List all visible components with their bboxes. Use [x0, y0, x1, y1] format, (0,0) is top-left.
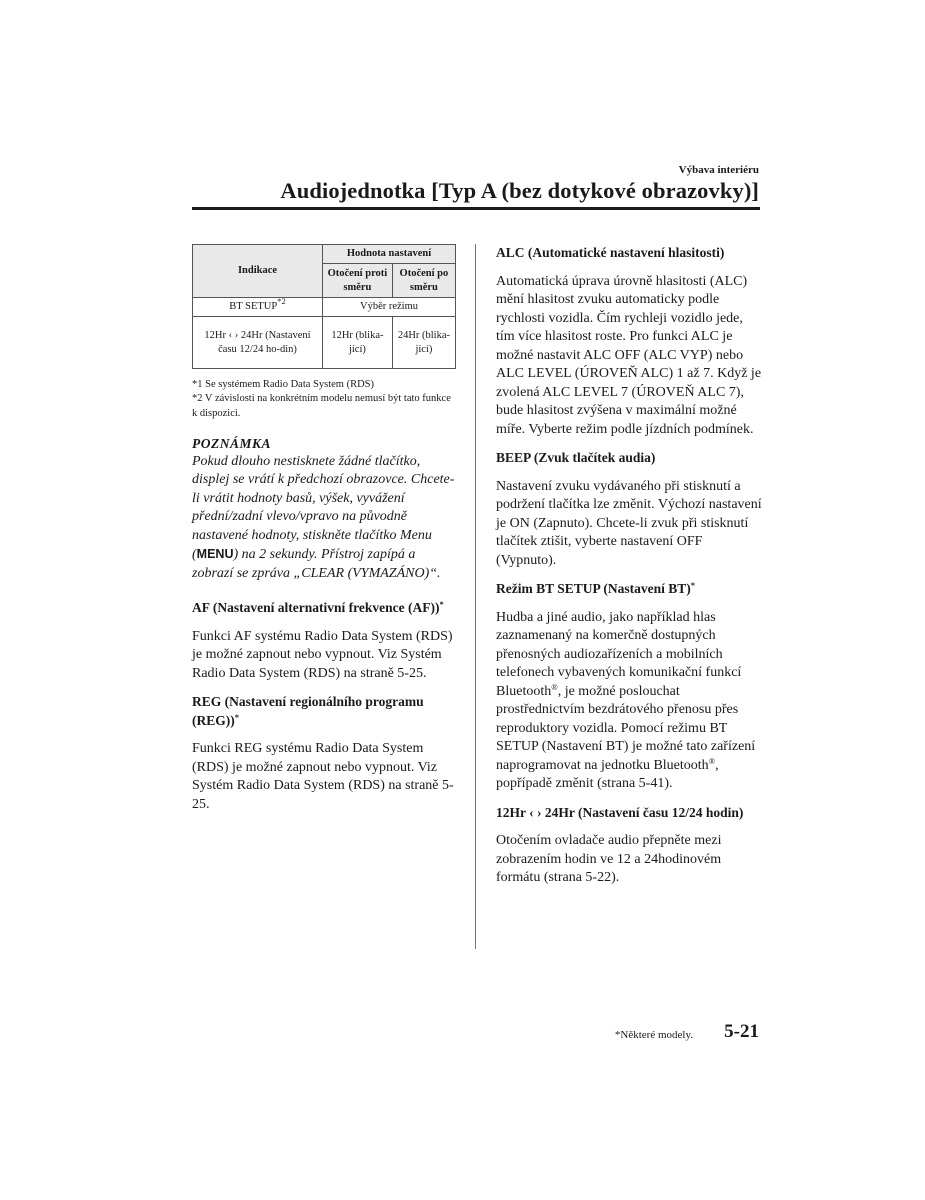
- alc-heading: ALC (Automatické nastavení hlasitosti): [496, 245, 725, 260]
- note-text: Pokud dlouho nestisknete žádné tlačítko, displej se vrátí k předchozí obrazovce. Chcete-li vrátit hodnoty basů, výšek, vyvážení přední/zadní vlevo/vpravo na původně nastavené hodnoty, stiskněte tlačítko Menu (MENU) na 2 sekundy. Přístroj zapípá a zobrazí se zpráva „CLEAR (VYMAZÁNO)“.: [192, 453, 455, 581]
- af-heading: AF (Nastavení alternativní frekvence (AF))*: [192, 599, 444, 616]
- footnote-1: *1 Se systémem Radio Data System (RDS): [192, 379, 374, 390]
- table-row-bt-value: Výběr režimu: [323, 298, 456, 317]
- beep-heading: BEEP (Zvuk tlačítek audia): [496, 450, 656, 465]
- settings-table: [192, 244, 456, 369]
- title-rule: [192, 207, 760, 210]
- alc-text: Automatická úprava úrovně hlasitosti (ALC) mění hlasitost zvuku automaticky podle rychlosti vozidla. Čím rychleji vozidlo jede, tím více hlasitost roste. Pro funkci ALC je možné nastavit ALC OFF (ALC VYP) nebo ALC LEVEL (ÚROVEŇ ALC) 1 až 7. Když je zvolená ALC LEVEL 7 (ÚROVEŇ ALC 7), bude hlasitost zvýšena v maximální možné míře. Vyberte režim podle jízdních podmínek.: [496, 273, 762, 437]
- table-row-bt-label: BT SETUP$^{*2}$: [193, 298, 323, 317]
- left-column: [192, 244, 456, 824]
- table-header-col2: Otočení po směru: [392, 264, 455, 298]
- page-number: 5-21: [724, 1021, 759, 1042]
- clock-heading: 12Hr ‹ › 24Hr (Nastavení času 12/24 hodin): [496, 804, 744, 820]
- note-title: POZNÁMKA: [192, 435, 272, 451]
- table-row-clock-label: 12Hr ‹ › 24Hr (Nastavení času 12/24 ho-din): [193, 317, 323, 369]
- bt-heading: Režim BT SETUP (Nastavení BT)*: [496, 580, 696, 596]
- table-row-clock-col1: 12Hr (blika-jící): [323, 317, 393, 369]
- beep-text: Nastavení zvuku vydávaného při stisknutí a podržení tlačítka lze změnit. Výchozí nastavení je ON (Zapnuto). Chcete-li zvuk při stisknutí tlačítek ztišit, vyberte nastavení OFF (Vypnuto).: [496, 478, 762, 568]
- af-text: Funkci AF systému Radio Data System (RDS) je možné zapnout nebo vypnout. Viz Systém Radio Data System (RDS) na straně 5-25.: [192, 628, 453, 681]
- table-header-indikace: Indikace: [193, 245, 323, 298]
- page-title: Audiojednotka [Typ A (bez dotykové obrazovky)]: [280, 178, 759, 203]
- footer-note: *Některé modely.: [614, 1029, 693, 1041]
- bt-text: Hudba a jiné audio, jako například hlas zaznamenaný na komerčně dostupných přenosných audiozařízeních a mobilních telefonech vybavených komunikační funkcí Bluetooth®, je možné poslouchat prostřednictvím bezdrátového přenosu přes reproduktory vozidla. Pomocí režimu BT SETUP (Nastavení BT) je možné tato zařízení naprogramovat na jednotku Bluetooth®, popřípadě změnit (strana 5-41).: [496, 609, 756, 791]
- right-column: [496, 244, 762, 898]
- table-header-col1: Otočení proti směru: [323, 264, 393, 298]
- table-header-group: Hodnota nastavení: [323, 245, 456, 264]
- table-footnotes: [192, 378, 456, 421]
- column-divider: [475, 244, 476, 949]
- clock-text: Otočením ovladače audio přepněte mezi zobrazením hodin ve 12 a 24hodinovém formátu (strana 5-22).: [496, 833, 722, 885]
- footnote-2: *2 V závislosti na konkrétním modelu nemusí být tato funkce k dispozici.: [192, 393, 451, 419]
- section-label: Výbava interiéru: [678, 164, 759, 176]
- table-row-clock-col2: 24Hr (blika-jící): [392, 317, 455, 369]
- menu-button-label: MENU: [196, 547, 234, 562]
- reg-heading: REG (Nastavení regionálního programu (REG))*: [192, 694, 424, 728]
- reg-text: Funkci REG systému Radio Data System (RDS) je možné zapnout nebo vypnout. Viz Systém Radio Data System (RDS) na straně 5-25.: [192, 741, 454, 812]
